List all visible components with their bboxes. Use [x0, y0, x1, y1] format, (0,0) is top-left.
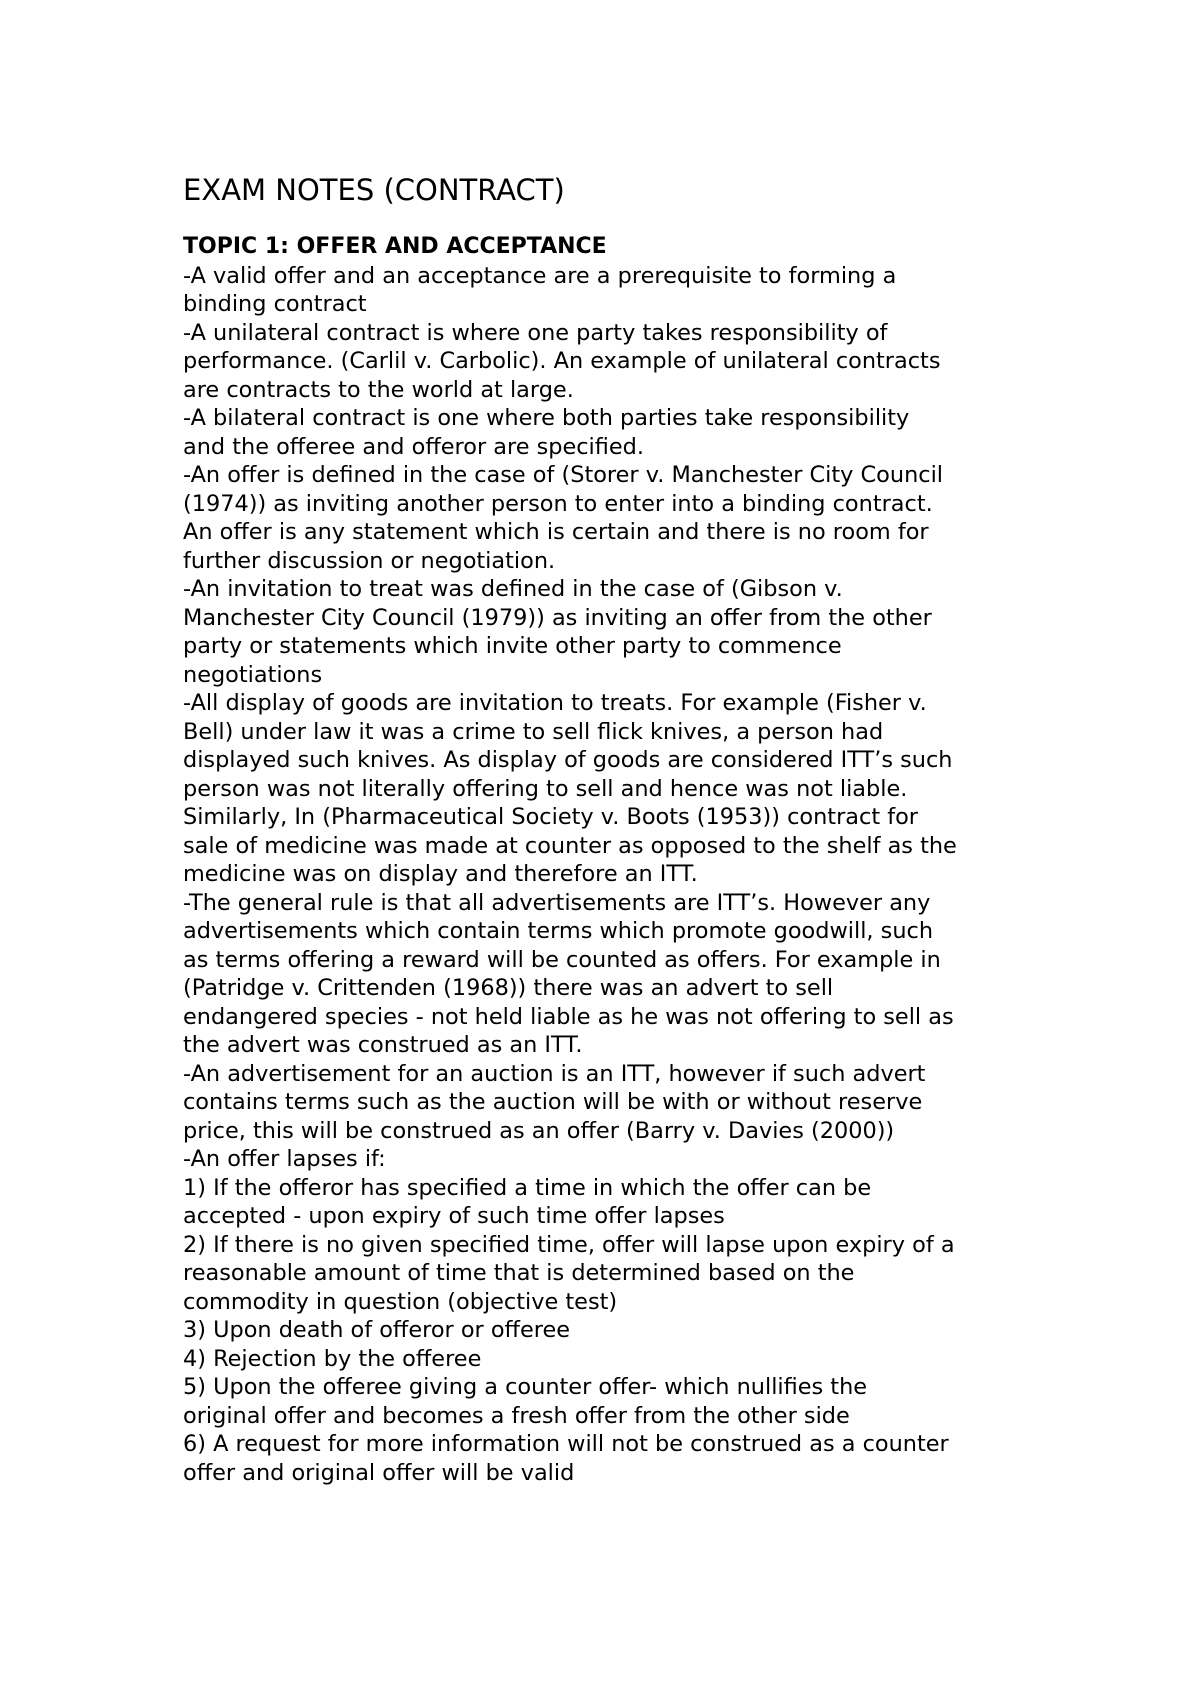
text-line: -A unilateral contract is where one party takes responsibility of — [183, 319, 888, 346]
text-line: 5) Upon the offeree giving a counter offer- which nullifies the — [183, 1374, 868, 1400]
text-line: party or statements which invite other party to commence — [183, 633, 842, 659]
text-line: 2) If there is no given specified time, offer will lapse upon expiry of a — [183, 1231, 955, 1258]
document-page — [183, 168, 1063, 1487]
text-line: -The general rule is that all advertisements are ITT’s. However any — [183, 889, 931, 916]
text-line: Similarly, In (Pharmaceutical Society v. Boots (1953)) contract for — [183, 804, 919, 830]
text-line: the advert was construed as an ITT. — [183, 1032, 583, 1058]
document-body — [183, 262, 1063, 1488]
text-line: (Patridge v. Crittenden (1968)) there was an advert to sell — [183, 975, 834, 1001]
text-line: performance. (Carlil v. Carbolic). An example of unilateral contracts — [183, 348, 941, 374]
text-line: 4) Rejection by the offeree — [183, 1345, 482, 1372]
text-line: offer and original offer will be valid — [183, 1459, 575, 1486]
text-line: -A bilateral contract is one where both parties take responsibility — [183, 405, 910, 431]
text-line: advertisements which contain terms which promote goodwill, such — [183, 918, 934, 944]
text-line: An offer is any statement which is certain and there is no room for — [183, 519, 929, 545]
text-line: reasonable amount of time that is determined based on the — [183, 1260, 855, 1286]
text-line: as terms offering a reward will be counted as offers. For example in — [183, 946, 941, 973]
text-line: 1) If the offeror has specified a time in which the offer can be — [183, 1174, 872, 1201]
text-line: contains terms such as the auction will be with or without reserve — [183, 1089, 923, 1115]
text-line: medicine was on display and therefore an ITT. — [183, 861, 698, 887]
text-line: accepted - upon expiry of such time offer lapses — [183, 1203, 725, 1229]
text-line: commodity in question (objective test) — [183, 1288, 618, 1315]
text-line: -An invitation to treat was defined in the case of (Gibson v. — [183, 576, 843, 602]
topic-heading: TOPIC 1: OFFER AND ACCEPTANCE — [183, 234, 607, 259]
text-line: (1974)) as inviting another person to enter into a binding contract. — [183, 490, 933, 517]
text-line: original offer and becomes a fresh offer from the other side — [183, 1402, 850, 1429]
text-line: Bell) under law it was a crime to sell flick knives, a person had — [183, 718, 884, 745]
text-line: Manchester City Council (1979)) as inviting an offer from the other — [183, 604, 932, 631]
text-line: person was not literally offering to sell and hence was not liable. — [183, 775, 908, 802]
text-line: displayed such knives. As display of goods are considered ITT’s such — [183, 747, 953, 773]
text-line: negotiations — [183, 661, 323, 688]
text-line: and the offeree and offeror are specified. — [183, 433, 644, 460]
document-title: EXAM NOTES (CONTRACT) — [183, 173, 565, 207]
text-line: -All display of goods are invitation to treats. For example (Fisher v. — [183, 690, 927, 716]
text-line: -An offer is defined in the case of (Storer v. Manchester City Council — [183, 462, 944, 488]
text-line: are contracts to the world at large. — [183, 376, 574, 403]
text-line: further discussion or negotiation. — [183, 547, 556, 574]
text-line: -An advertisement for an auction is an ITT, however if such advert — [183, 1060, 926, 1087]
text-line: 6) A request for more information will not be construed as a counter — [183, 1431, 949, 1457]
text-line: binding contract — [183, 291, 367, 317]
text-line: 3) Upon death of offeror or offeree — [183, 1317, 571, 1343]
text-line: sale of medicine was made at counter as opposed to the shelf as the — [183, 832, 957, 859]
text-line: price, this will be construed as an offer (Barry v. Davies (2000)) — [183, 1117, 895, 1144]
text-line: -A valid offer and an acceptance are a prerequisite to forming a — [183, 262, 897, 289]
text-line: endangered species - not held liable as he was not offering to sell as — [183, 1003, 954, 1030]
text-line: -An offer lapses if: — [183, 1146, 386, 1172]
